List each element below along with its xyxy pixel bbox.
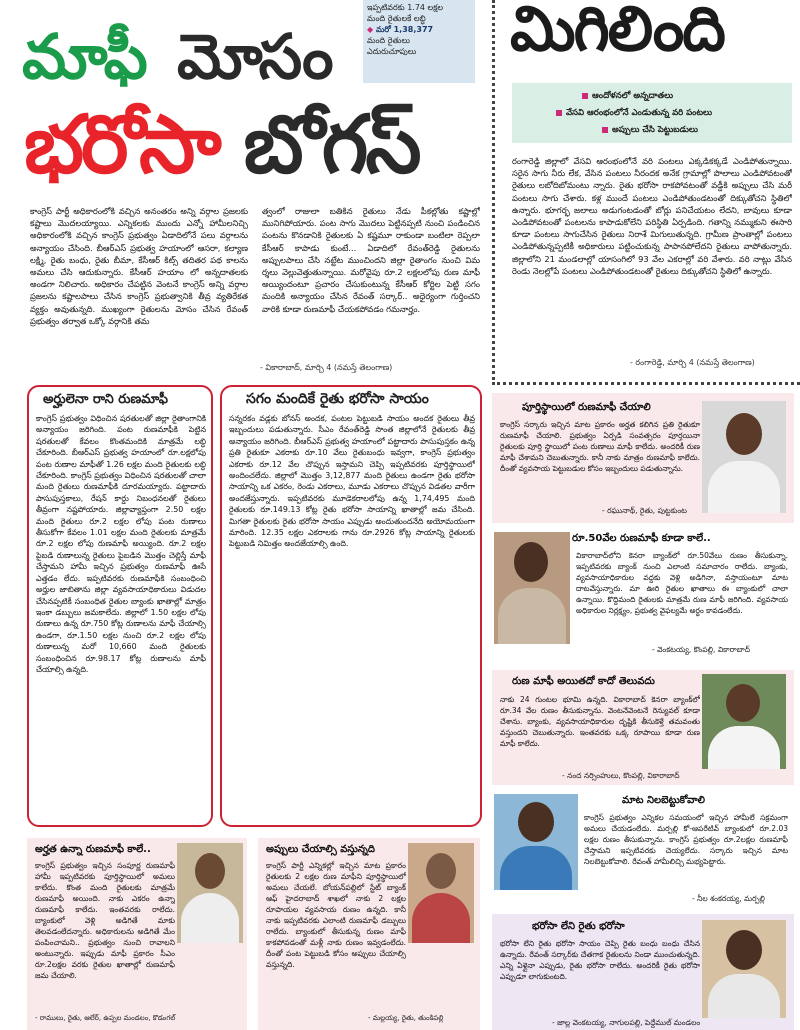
- farmer-photo: [177, 843, 243, 943]
- side-card: [492, 914, 794, 1030]
- card-left2-title: అప్పులు చేయాల్సి వస్తున్నది: [266, 844, 375, 855]
- card-left1-sig: - రాములు, రైతు, ఆలేర్, ఉప్పల మండలం, కొడంగల్: [35, 1014, 176, 1022]
- right-story-body: రంగారెడ్డి జిల్లాలో వేసవి ఆరంభంలోనే వరి పంటలు ఎక్కడికక్కడే ఎండిపోతున్నాయి. సరైన సాగు నీరు లేక, వేసిన పంటలు నీరందక అనేక గ్రామాల్లో పొలాలు ఎండిపోవటంతో రైతులు లబోదిబోమంటు న్నారు. రైతు భరోసా రాకపోవటంతో వడ్డీకి అప్పులు చేసి మరీ పంటలు సాగు చేశారు. కళ్ల ముందే పంటలు ఎండిపోతుండటంతో దిక్కుతోచని స్థితిలో ఉన్నారు. భూగర్భ జలాలు అడుగంటడంతో బోర్లు పనిచేయటం లేదని, బావులు కూడా ఎండిపోవటంతో పంటలను కాపాడుకోలేని పరిస్థితి ఏర్పడింది. గతాన్ని నమ్ముకుని ఈసారి కూడా పంటలు సాగుచేసిన రైతులు నిరాశే మిగులుతున్నది. గ్రామీణ ప్రాంతాల్లో పంటలు ఎండిపోతున్నప్పటికీ అధికారులు పట్టించుకున్న పాపానపోలేదని రైతులు వాపోతున్నారు. జిల్లాలోని 21 మండలాల్లో యాసంగిలో 93 వేల ఎకరాల్లో వరి వేశారు. వరి నాట్లు వేసిన రెండు నెలల్లోపే పంటలు ఎండిపోతుండటంతో రైతులు దిక్కుతోచని స్థితిలో ఉన్నారు.: [512, 156, 792, 276]
- farmer-photo: [494, 532, 570, 644]
- main-story-col1: కాంగ్రెస్ పార్టీ అధికారంలోకి వచ్చిన అనంతరం అన్ని వర్గాల ప్రజలకు కష్టాలు మొదలయ్యాయి. ఎన్నికలకు ముందు ఎన్నో హామీలనిచ్చి అధికారంలోకి వచ్చిన కాంగ్రెస్ ప్రభుత్వం ఏడాదిలోనే పలు వర్గాలను అన్యాయం చేసింది. బీఆర్ఎస్ ప్రభుత్వ హయాంలో ఆసరా, కల్యాణ లక్ష్మి, రైతు బంధు, రైతు బీమా, కేసీఆర్ కిట్స్ తదితర పథ కాలను అమలు చేసి ఆదుకున్నారు. కేసీఆర్ హయాం లో అన్నదాతలకు అండగా నిలిచారు. అధికారం చేపట్టిన వెంటనే కాంగ్రెస్ అన్ని వర్గాల ప్రజలను కష్టాలపాలు చేసిన కాంగ్రెస్ ప్రభుత్వానికి తీవ్ర వ్యతిరేకత వ్యక్తం అవుతున్నది. ముఖ్యంగా రైతులను మోసం చేసిన రేవంత్ ప్రభుత్వం తర్వాత ఒక్కో వర్గానికి తమ: [30, 206, 248, 326]
- main-story: [30, 205, 482, 365]
- main-story-col2: త్వంలో రాజులా బతికిన రైతులు నేడు పీకల్లోతు కష్టాల్లో మునిగిపోయారు. పంట సాగు మొదలు పెట్టినప్పటి నుంచి పండించిన పంటను కొనడానికి రైతులకు ఏ కష్టమూ రాకుండా బంటిలా రెప్పలా కేసీఆర్ కాపాడు కుంటే... ఏడాదిలో రేవంత్‌రెడ్డి రైతులను అప్పులపాలు చేసి నట్టేట ముంచిందని జిల్లా రైతాంగం నుంచి విమ ర్శలు వెల్లువెత్తుతున్నాయి. మరోవైపు రూ.2 లక్షలలోపు రుణ మాఫీ అయ్యిందంటూ ప్రచారం చేసుకుంటున్న కేసీఆర్ కోర్టిల పెట్టి సగం మందికి అన్యాయం చేసిన రేవంత్ సర్కార్.. అధైర్యంగా గుర్తించని వారికి కూడా రుణమాఫీ చేయకపోవడం గమనార్హం.: [262, 206, 480, 314]
- card-left1-title: అర్హత ఉన్నా రుణమాఫీ కాలే..: [35, 844, 151, 855]
- farmer-photo: [408, 843, 474, 943]
- headline-part3: భరోసా: [24, 98, 219, 191]
- headline-part4: బోగస్: [243, 98, 419, 191]
- box-left-title: అర్హులెనా రాని రుణమాఫీ: [43, 392, 168, 407]
- bullet-icon: [602, 127, 608, 133]
- bullet-item: [582, 91, 673, 103]
- side-card-sig: - జాల్ల వెంకటయ్య, నాగులపల్లి, పెద్దేముల్ మండలం: [552, 1018, 701, 1027]
- box-left-body: కాంగ్రెస్ ప్రభుత్వం విధించిన షరతులతో జిల్లా రైతాంగానికి అన్యాయం జరిగింది. పంట రుణమాఫీకి పెట్టిన షరతులతో కేవలం కొంతమందికి మాత్రమే లబ్ధి చేకూరింది. బీఆర్ఎస్ ప్రభుత్వ హయాంలో రూ.లక్షలోపు పంట రుణాల మాఫీతో 1.26 లక్షల మంది రైతులకు లబ్ధి చేకూరింది. కాంగ్రెస్ ప్రభుత్వం విధించిన షరతులతో చాలా మంది రైతులు రుణమాఫీకి దూరమయ్యారు. పట్టాదారు పాసుపుస్తకాలు, రేషన్ కార్డు నిబంధనలతో రైతులు తీవ్రంగా నష్టపోయారు. జిల్లావ్యాప్తంగా 2.50 లక్షల మంది రైతులు రూ.2 లక్షల లోపు పంట రుణాలు తీసుకోగా కేవలం 1.01 లక్షల మంది రైతులకు మాత్రమే రూ.2 లక్షల లోపు రుణమాఫీ అయ్యింది. రూ.2 లక్షల పైబడి రుణాలున్న రైతులు పైబడిన మొత్తం చెల్లిస్తే మాఫీ చేస్తామని హామీ ఇచ్చిన ప్రభుత్వం రుణమాఫీ ఊసే ఎత్తడం లేదు. ఇప్పటివరకు రుణమాఫీకి సంబంధించి అర్హుల జాబితాను జిల్లా వ్యవసాయాధికారులు విడుదల చేసినప్పటికీ సంబంధిత రైతుల బ్యాంకు ఖాతాల్లో మాత్రం ఇంకా డబ్బులు జమకాలేదు. జిల్లాలో 1.50 లక్షల లోపు రుణాలు ఉన్న రూ.750 కోట్ల రుణాలను మాఫీ చేయాల్సి ఉండగా, రూ.1.50 లక్షల నుంచి రూ.2 లక్షల లోపు రుణాలున్న మరో 10,660 మంది రైతులకు సంబంధించిన రూ.98.17 కోట్ల రుణాలను మాఫీ చేయాల్సి ఉన్నది.: [36, 414, 206, 674]
- box-center-body: సన్నరకం వడ్లకు బోనస్ అందక, పంటల పెట్టుబడి సాయం అందక రైతులు తీవ్ర ఇబ్బందులు పడుతున్నారు. సీఎం రేవంత్‌రెడ్డి సొంత జిల్లాలోనే రైతులకు తీవ్ర అన్యాయం జరిగింది. బీఆర్ఎస్ ప్రభుత్వ హయాంలో పట్టాదారు పాసుపుస్తకం ఉన్న ప్రతి రైతుకూ ఎకరాకు రూ.10 వేలు రైతుబంధు ఇవ్వగా, కాంగ్రెస్ ప్రభుత్వం ఎకరాకు రూ.12 వేల చొప్పున ఇస్తామని చెప్పి ఇప్పటివరకు పూర్తిస్థాయిలో అందించలేదు. జిల్లాలో మొత్తం 3,12,877 మంది రైతులు ఉండగా రైతు భరోసా సాయాన్ని ఒక ఎకరం, రెండు ఎకరాలు, మూడు ఎకరాలు చొప్పున విడతల వారీగా అందజేస్తున్నారు. ఇప్పటివరకు మూడెకరాలలోపు ఉన్న 1,74,495 మంది రైతులకు రూ.149.13 కోట్ల రైతు భరోసా సాయాన్ని ఖాతాల్లో జమ చేసింది. మిగతా రైతులకు రైతు భరోసా సాయం ఎప్పుడు అందుతుందనేది అయోమయంగా మారింది. 12.35 లక్షల ఎకరాలకు గాను రూ.2926 కోట్ల సాయాన్ని రైతులకు పెట్టుబడి నిమిత్తం అందజేయాల్సి ఉంది.: [229, 414, 475, 549]
- bullet-label: ఆందోళనలో అన్నదాతలు: [592, 91, 674, 101]
- card-left2-sig: - మల్లయ్య, రైతు, తుంకిపల్లి: [368, 1014, 444, 1022]
- side-card-body: కాంగ్రెస్ ప్రభుత్వం ఎన్నికల సమయంలో ఇచ్చిన హామీలే సక్రమంగా అమలు చేయడంలేదు. మర్పల్లి కో-ఆపరేటివ్ బ్యాంకులో రూ.2.03 లక్షల రుణం తీసుకున్నాను. కాంగ్రెస్ ప్రభుత్వం రూ.2లక్షల రుణమాఫీ చేస్తామని ఇప్పటివరకు చెయ్యలేదు. సర్కారు ఇచ్చిన మాట నిలబెట్టుకోవాలి. రేవంత్ హామీలిచ్చి మభ్యపెట్టారు.: [584, 813, 788, 866]
- farmer-photo: [702, 401, 786, 513]
- headline-line2: [24, 98, 419, 211]
- main-dateline: - వికారాబాద్, మార్చి 4 (నమస్తే తెలంగాణ): [260, 363, 393, 372]
- side-card-title: రూ.50వేల రుణమాఫీ కూడా కాలే..: [572, 533, 711, 544]
- stat-line: ఎదురుచూపులు: [367, 47, 417, 56]
- card-left2-body: కాంగ్రెస్ పార్టీ ఎన్నికల్లో ఇచ్చిన మాట ప్రకారం రైతులకు 2 లక్షల రుణ మాఫీని పూర్తిస్థాయిలో అమలు చేయలే. బోయన్‌పల్లిలో స్టేట్ బ్యాంక్ ఆఫ్ హైదరాబాద్ శాఖలో నాకు 2 లక్షల రూపాయల వ్యవసాయ రుణం ఉన్నది. కానీ నాకు ఇప్పటివరకు ఎలాంటి రుణమాఫీ డబ్బులు రాలేదు. బ్యాంకులో తీసుకున్న రుణం మాఫీ కాకపోవడంతో మళ్లీ నాకు రుణం ఇవ్వడంలేదు. దీంతో పంట పెట్టుబడి కోసం అప్పులు చేయాల్సి వస్తున్నది.: [266, 861, 406, 969]
- side-card-body: కాంగ్రెస్ సర్కారు ఇచ్చిన మాట ప్రకారం అర్హత కలిగిన ప్రతి రైతుకూ రుణమాఫీ చేయాలి. ప్రభుత్వం ఏర్పడి సంవత్సరం పూర్తయినా రైతులకు పూర్తి స్థాయిలో పంట రుణాలు మాఫీ కాలేదు. అందరికీ రుణ మాఫీ చేశామని చెబుతున్నారు. కానీ నాకు మాత్రం రుణమాఫీ కాలేదు. దీంతో వ్యవసాయ పెట్టుబడుల కోసం ఇబ్బందులు పడుతున్నాను.: [500, 420, 700, 473]
- side-card: [492, 670, 794, 785]
- farmer-photo: [702, 674, 786, 769]
- stat-line: మంది రైతులు: [367, 36, 410, 45]
- box-left: [27, 385, 213, 827]
- side-card-sig: - నీల శంకరయ్య, మర్పల్లి: [692, 894, 765, 903]
- side-card-title: రుణ మాఫీ అయితదో కాదో తెలువదు: [512, 676, 655, 687]
- side-card-body: భరోసా లేని రైతు భరోసా సాయం చెప్పి రైతు బంధు బంధు చేసిన ఉన్నాదు. రేవంత్ సర్కార్‌కు చేతగాక రైతులను నిండా ముంచుతున్నది. ఎన్ని ఏళ్లైనా ఎప్పుడు, రైతు భరోసా రాలేదు. అందరికీ రైతు భరోసా ఎప్పుడూ లాగుకుంటది.: [500, 939, 700, 981]
- headline-part1: మాఫీ: [22, 20, 146, 93]
- right-headline: మిగిలింది: [510, 0, 724, 65]
- right-dateline: - రంగారెడ్డి, మార్చి 4 (నమస్తే తెలంగాణ): [630, 358, 755, 367]
- box-center-title: సగం మందికే రైతు భరోసా సాయం: [246, 391, 429, 407]
- side-card-body: వికారాబాద్‌లోని కెనరా బ్యాంక్‌లో రూ.50వేలు రుణం తీసుకున్నా. ఇప్పటివరకు బ్యాంక్ నుంచి ఎలాంటి సమాచారం రాలేదు. బ్యాంకు, వ్యవసాయాధికారుల వద్దకు వెళ్లి అడిగినా, వస్తాయంటూ మాట దాటవేస్తున్నారు. మా ఊరి రైతుల ఖాతాలు ఈ బ్యాంకులో చాలా ఉన్నాయి. కొద్దిమంది రైతులకు మాత్రమే రుణ మాఫీ జరిగింది. వ్యవసాయ అధికారుల నిర్లక్ష్యం, ప్రభుత్వ వైఫల్యమే అర్థం కావడంలేదు.: [576, 551, 788, 615]
- card-left2: [258, 838, 480, 1030]
- side-card-title: మాట నిలబెట్టుకోవాలి: [622, 795, 705, 806]
- card-left1: [27, 838, 247, 1030]
- side-card: [492, 530, 794, 658]
- farmer-photo: [702, 920, 786, 1018]
- side-card-title: పూర్తిస్థాయిలో రుణమాఫీ చేయాలి: [522, 402, 651, 413]
- side-card-sig: - నంద నర్సింహులు, కొంపల్లి, వికారాబాద్: [562, 771, 680, 780]
- bullet-label: వేసవి ఆరంభంలోనే ఎండుతున్న వరి పంటలు: [566, 108, 713, 118]
- side-card: [492, 790, 794, 908]
- box-center: [220, 385, 482, 827]
- farmer-photo: [494, 794, 578, 890]
- stat-line: ఇప్పటివరకు 1.74 లక్షల: [367, 3, 444, 12]
- bullet-label: అప్పులు చేసి పెట్టుబడులు: [612, 125, 698, 135]
- stat-line: మంది రైతులకే లబ్ధి: [367, 14, 426, 23]
- bullet-item: [556, 108, 712, 120]
- side-card-title: భరోసా లేని రైతు భరోసా: [532, 921, 625, 932]
- side-card-sig: - రఘునాథ్, రైతు, పుట్టకుంట: [602, 506, 687, 515]
- headline-part2: మోసం: [177, 20, 332, 93]
- bullet-item: [602, 125, 698, 137]
- bullet-icon: [582, 93, 588, 99]
- bullet-icon: ◆: [367, 25, 376, 34]
- right-bullets: [512, 83, 792, 143]
- bullet-icon: [556, 110, 562, 116]
- side-card-body: నాకు 24 గుంటల భూమి ఉన్నది. వికారాబాద్ కెనరా బ్యాంక్‌లో రూ.34 వేల రుణం తీసుకున్నాను. వెంటనేవెంటనే రెన్యువల్ కూడా చేశాను. బ్యాంకు, వ్యవసాయాధికారుల దృష్టికి తీసుకెళ్తే తమవంతు వస్తుందని చెబుతున్నారు. ఇంతవరకు ఒక్క రూపాయి కూడా రుణ మాఫీ కాలేదు.: [500, 695, 700, 748]
- stat-line: మరో 1,38,377: [375, 25, 434, 34]
- side-card: [492, 393, 794, 523]
- side-card-sig: - వెంకటయ్య, కొంపల్లి, వికారాబాద్: [652, 645, 751, 654]
- card-left1-body: కాంగ్రెస్ ప్రభుత్వం ఇచ్చిన సంపూర్ణ రుణమాఫీ హామీ ఇప్పటివరకు పూర్తిస్థాయిలో అమలు కాలేదు. కొంత మంది రైతులకు మాత్రమే రుణమాఫీ అయింది. నాకు ఎకరం ఉన్నా రుణమాఫీ కాలేదు. ఇంతవరకు రాలేదు. బ్యాంకులో వెళ్లి అడిగితే మాకు తెలవడంలేదన్నారు. అధికారులను అడిగితే మేం పంపించామని.. ప్రభుత్వం నుంచి రావాలని అంటున్నారు. ఇప్పుడు మాఫీ ప్రకారం సీఎం రూ.2లక్షల వరకు రైతుల ఖాతాల్లో రుణమాఫీ జమ చేయాలి.: [35, 861, 175, 980]
- stat-box: [363, 0, 475, 83]
